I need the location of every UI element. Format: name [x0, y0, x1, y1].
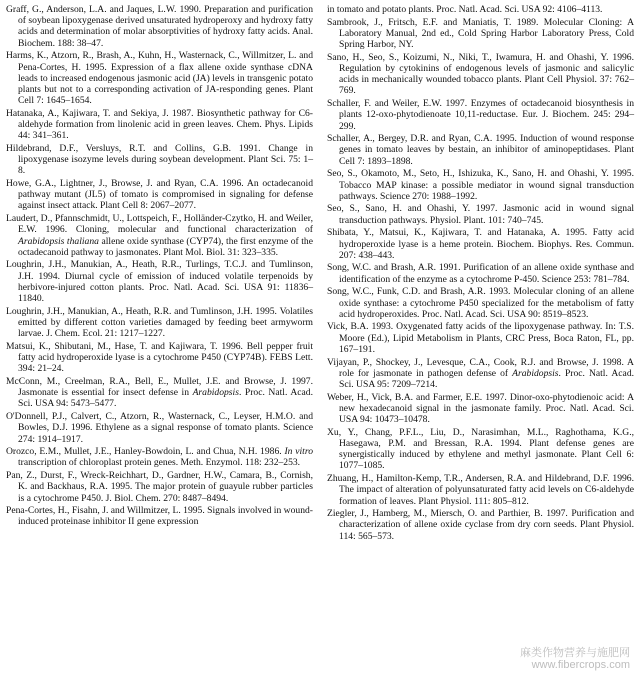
reference-entry	[6, 306, 313, 340]
reference-italic-text: Arabidopsis	[192, 387, 239, 399]
reference-italic-text: Arabidopsis thaliana	[18, 235, 99, 247]
reference-text: Seo, S., Sano, H. and Ohashi, Y. 1997. Jasmonic acid in wound signal transduction pathways. Physiol. Plant. 101: 740–745.	[327, 203, 634, 226]
reference-entry	[327, 286, 634, 320]
reference-entry	[327, 227, 634, 261]
reference-entry	[327, 17, 634, 51]
reference-text: Xu, Y., Chang, P.F.L., Liu, D., Narasimhan, M.L., Raghothama, K.G., Hasegawa, P.M. and Bressan, R.A. 1994. Plant defense genes are synergistically induced by ethylene and methyl jasmonate. Plant Cell 6: 1077–1085.	[327, 426, 634, 472]
reference-entry	[6, 50, 313, 106]
reference-entry	[6, 341, 313, 375]
reference-entry	[327, 52, 634, 97]
reference-text: Song, W.C. and Brash, A.R. 1991. Purification of an allene oxide synthase and identification of the enzyme as a cytochrome P-450. Science 253: 781–784.	[327, 262, 634, 285]
reference-text: Ziegler, J., Hamberg, M., Miersch, O. and Parthier, B. 1997. Purification and characterization of allene oxide cyclase from dry corn seeds. Plant Physiol. 114: 565–573.	[327, 508, 634, 542]
reference-text: Harms, K., Atzorn, R., Brash, A., Kuhn, H., Wasternack, C., Willmitzer, L. and Pena-Cortes, H. 1995. Expression of a flax allene oxide synthase cDNA leads to increased endogenous jasmonic acid (JA) levels in transgenic potato plants but not to a corresponding activation of JA-responding genes. Plant Cell 7: 1645–1654.	[6, 50, 313, 107]
reference-text: Graff, G., Anderson, L.A. and Jaques, L.W. 1990. Preparation and purification of soybean lipoxygenase derived unsaturated hydroperoxy and hydroxy fatty acids and determination of molar absorptivities of hydroxy fatty acids. Anal. Biochem. 188: 38–47.	[6, 4, 313, 49]
reference-text: Pan, Z., Durst, F., Wreck-Reichhart, D., Gardner, H.W., Camara, B., Cornish, K. and Backhaus, R.A. 1995. The major protein of guayule rubber particles is a cytochrome P450. J. Biol. Chem. 270: 8487–8494.	[6, 470, 313, 504]
reference-text: Matsui, K., Shibutani, M., Hase, T. and Kajiwara, T. 1996. Bell pepper fruit fatty acid hydroperoxide lyase is a cytochrome P450 (CYP74B). FEBS Lett. 394: 21–24.	[6, 340, 313, 375]
reference-text: Vick, B.A. 1993. Oxygenated fatty acids of the lipoxygenase pathway. In: T.S. Moore (Ed.), Lipid Metabolism in Plants, CRC Press, Boca Raton, FL, pp. 167–191.	[327, 321, 634, 355]
reference-entry	[327, 392, 634, 426]
reference-entry	[327, 98, 634, 132]
reference-text: Pena-Cortes, H., Fisahn, J. and Willmitzer, L. 1995. Signals involved in wound-induced proteinase inhibitor II gene expression	[6, 505, 313, 528]
reference-entry	[6, 4, 313, 49]
reference-entry	[327, 168, 634, 202]
reference-text: Weber, H., Vick, B.A. and Farmer, E.E. 1997. Dinor-oxo-phytodienoic acid: A new hexadecanoid signal in the jasmonate family. Proc. Natl. Acad. Sci. USA 94: 10473–10478.	[327, 391, 634, 426]
reference-italic-text: In vitro	[284, 446, 314, 458]
reference-text: Laudert, D., Pfannschmidt, U., Lottspeich, F., Holländer-Czytko, H. and Weiler, E.W. 1996. Cloning, molecular and functional characterization of	[6, 213, 313, 236]
reference-text: O'Donnell, P.J., Calvert, C., Atzorn, R., Wasternack, C., Leyser, H.M.O. and Bowles, D.J. 1996. Ethylene as a signal response of tomato plants. Science 274: 1914–1917.	[6, 411, 313, 445]
reference-text: transcription of chloroplast protein genes. Meth. Enzymol. 118: 232–253.	[18, 457, 301, 469]
reference-text: Howe, G.A., Lightner, J., Browse, J. and Ryan, C.A. 1996. An octadecanoid pathway mutant (JL5) of tomato is compromised in signaling for defense against insect attack. Plant Cell 8: 2067–2077.	[6, 178, 313, 212]
reference-text: Orozco, E.M., Mullet, J.E., Hanley-Bowdoin, L. and Chua, N.H. 1986.	[6, 446, 285, 458]
reference-text: McConn, M., Creelman, R.A., Bell, E., Mullet, J.E. and Browse, J. 1997. Jasmonate is essential for insect defense in	[6, 376, 313, 399]
watermark-url: www.fibercrops.com	[531, 659, 630, 671]
reference-text: Seo, S., Okamoto, M., Seto, H., Ishizuka, K., Sano, H. and Ohashi, Y. 1995. Tobacco MAP kinase: a possible mediator in wound signal transduction pathways. Science 270: 1988–1992.	[327, 168, 634, 202]
reference-entry	[327, 4, 634, 15]
reference-entry	[327, 203, 634, 225]
reference-text: . Proc. Natl. Acad. Sci. USA 94: 5473–5477.	[18, 387, 314, 410]
reference-italic-text: Arabidopsis	[512, 367, 559, 379]
reference-text: Loughrin, J.H., Manukian, A., Heath, R.R. and Tumlinson, J.H. 1995. Volatiles emitted by different cotton varieties damaged by feeding beet armyworm larvae. J. Chem. Ecol. 21: 1217–1227.	[6, 305, 313, 340]
reference-entry	[6, 411, 313, 445]
reference-text: Sano, H., Seo, S., Koizumi, N., Niki, T., Iwamura, H. and Ohashi, Y. 1996. Regulation by cytokinins of endogenous levels of jasmonic and salicylic acids in mechanically wounded tobacco plants. Plant Cell Physiol. 37: 762–769.	[327, 51, 634, 97]
reference-text: allene oxide synthase (CYP74), the first enzyme of the octadecanoid pathway to jasmonates. Plant Mol. Biol. 31: 323–335.	[18, 235, 313, 258]
reference-text: Vijayan, P., Shockey, J., Levesque, C.A., Cook, R.J. and Browse, J. 1998. A role for jasmonate in pathogen defense of	[327, 356, 634, 379]
reference-entry	[6, 446, 313, 468]
reference-text: Sambrook, J., Fritsch, E.F. and Maniatis, T. 1989. Molecular Cloning: A Laboratory Manual, 2nd ed., Cold Spring Harbor Laboratory Press, Cold Spring Harbor, NY.	[327, 16, 634, 51]
reference-entry	[6, 505, 313, 527]
reference-text: Loughrin, J.H., Manukian, A., Heath, R.R., Turlings, T.C.J. and Tumlinson, J.H. 1994. Diurnal cycle of emission of induced volatile terpenoids by herbivore-injured cotton plants. Proc. Natl. Acad. Sci. USA 91: 11836–11840.	[6, 259, 313, 305]
reference-entry	[327, 508, 634, 542]
reference-entry	[327, 473, 634, 507]
reference-entry	[6, 178, 313, 212]
reference-text: . Proc. Natl. Acad. Sci. USA 95: 7209–7214.	[339, 367, 635, 390]
reference-text: Schaller, A., Bergey, D.R. and Ryan, C.A. 1995. Induction of wound response genes in tomato leaves by bestain, an inhibitor of aminopeptidases. Plant Cell 7: 1893–1898.	[327, 133, 634, 167]
reference-entry	[6, 143, 313, 177]
reference-text: Song, W.C., Funk, C.D. and Brash, A.R. 1993. Molecular cloning of an allene oxide synthase: a cytochrome P450 specialized for the metabolism of fatty acid hydroperoxides. Proc. Natl. Acad. Sci. USA 90: 8519–8523.	[327, 286, 634, 320]
reference-text: Schaller, F. and Weiler, E.W. 1997. Enzymes of octadecanoid biosynthesis in plants 12-oxo-phytodienoate 10,11-reductase. Eur. J. Biochem. 245: 294–299.	[327, 98, 634, 132]
reference-entry	[327, 262, 634, 284]
reference-entry	[327, 321, 634, 355]
reference-entry	[6, 470, 313, 504]
reference-entry	[6, 259, 313, 304]
reference-text: Zhuang, H., Hamilton-Kemp, T.R., Andersen, R.A. and Hildebrand, D.F. 1996. The impact of alteration of polyunsaturated fatty acid levels on C6-aldehyde formation of leaves. Plant Physiol. 111: 805–812.	[327, 473, 634, 507]
reference-entry	[6, 376, 313, 410]
reference-text: Shibata, Y., Matsui, K., Kajiwara, T. and Hatanaka, A. 1995. Fatty acid hydroperoxide lyase is a heme protein. Biochem. Biophys. Res. Commun. 207: 438–443.	[327, 227, 634, 261]
reference-text: Hatanaka, A., Kajiwara, T. and Sekiya, J. 1987. Biosynthetic pathway for C6-aldehyde formation from linolenic acid in green leaves. Chem. Phys. Lipids 44: 341–361.	[6, 107, 313, 142]
site-watermark	[520, 647, 630, 671]
reference-entry	[327, 133, 634, 167]
reference-column-left	[6, 4, 313, 675]
reference-entry	[327, 427, 634, 472]
watermark-site-name: 麻类作物营养与施肥网	[520, 647, 630, 659]
reference-entry	[6, 213, 313, 258]
reference-text: in tomato and potato plants. Proc. Natl. Acad. Sci. USA 92: 4106–4113.	[327, 4, 603, 15]
reference-entry	[6, 108, 313, 142]
reference-column-right	[327, 4, 634, 675]
reference-entry	[327, 357, 634, 391]
reference-text: Hildebrand, D.F., Versluys, R.T. and Collins, G.B. 1991. Change in lipoxygenase isozyme levels during soybean development. Plant Sci. 75: 1–8.	[6, 142, 313, 177]
